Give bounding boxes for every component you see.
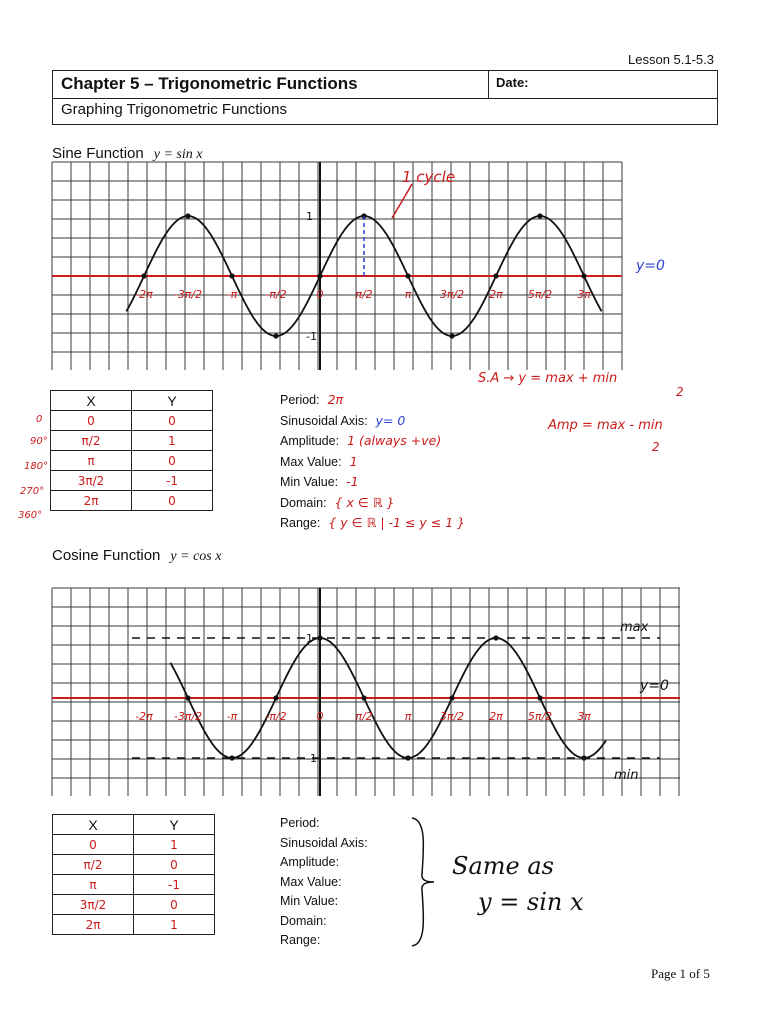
- property-value: 1: [349, 453, 358, 469]
- key-point: [581, 755, 586, 760]
- property-row: [280, 834, 368, 854]
- property-label: Amplitude:: [280, 434, 340, 448]
- cosine-value-table: [52, 814, 215, 935]
- cycle-arrow-icon: [392, 184, 412, 218]
- table-row: [51, 491, 213, 511]
- degree-note: 360°: [18, 510, 43, 521]
- property-value: y= 0: [375, 412, 406, 428]
- y-cell: 0: [132, 411, 213, 431]
- key-point: [273, 695, 278, 700]
- table-row: [53, 915, 215, 935]
- x-cell: 2π: [51, 491, 132, 511]
- key-point: [229, 755, 234, 760]
- x-tick-label: -3π/2: [173, 288, 203, 301]
- property-label: Period:: [280, 393, 320, 407]
- sine-graph: [52, 162, 662, 372]
- degree-note: 180°: [24, 461, 49, 472]
- property-row: [280, 452, 465, 473]
- subtitle: Graphing Trigonometric Functions: [61, 101, 287, 118]
- x-cell: 0: [51, 411, 132, 431]
- x-tick-label: 3π/2: [439, 710, 465, 723]
- y-tick-label: 1: [306, 210, 313, 223]
- property-value: 2π: [327, 392, 344, 407]
- x-tick-label: -π: [226, 288, 238, 301]
- property-value: { x ∈ ℝ }: [334, 494, 395, 510]
- cosine-title-text: Cosine Function: [52, 547, 161, 564]
- key-point: [185, 695, 190, 700]
- table-row: [51, 471, 213, 491]
- key-point: [185, 213, 190, 218]
- property-label: Range:: [280, 933, 321, 947]
- x-tick-label: -2π: [135, 710, 153, 723]
- y-cell: 0: [134, 855, 215, 875]
- x-tick-label: π/2: [355, 710, 373, 723]
- y-cell: -1: [134, 875, 215, 895]
- y-tick-label: 1: [306, 632, 313, 645]
- degree-note: 90°: [30, 436, 48, 447]
- y-cell: 0: [132, 491, 213, 511]
- property-row: [280, 931, 368, 951]
- x-cell: π: [53, 875, 134, 895]
- key-point: [493, 635, 498, 640]
- key-point: [449, 695, 454, 700]
- key-point: [449, 333, 454, 338]
- x-cell: 3π/2: [53, 895, 134, 915]
- sinusoidal-axis-formula: S.A → y = max + min: [478, 371, 618, 386]
- property-row: [280, 912, 368, 932]
- property-row: [280, 472, 465, 493]
- date-divider: [488, 71, 489, 98]
- y-tick-label: -1: [306, 752, 317, 765]
- property-label: Sinusoidal Axis:: [280, 835, 368, 850]
- key-point: [141, 273, 146, 278]
- property-row: [280, 493, 465, 514]
- header-row: [53, 71, 717, 99]
- property-row: [280, 814, 368, 834]
- property-label: Amplitude:: [280, 855, 340, 869]
- key-point: [361, 695, 366, 700]
- lesson-label: Lesson 5.1-5.3: [628, 52, 715, 67]
- x-cell: π: [51, 451, 132, 471]
- property-value: { y ∈ ℝ | -1 ≤ y ≤ 1 }: [328, 515, 466, 530]
- x-tick-label: 0: [316, 288, 324, 301]
- same-as-note: Same as: [452, 852, 554, 880]
- x-tick-label: 3π: [577, 710, 591, 723]
- table-row: [51, 411, 213, 431]
- cosine-equation: y = cos x: [170, 549, 222, 564]
- key-point: [493, 273, 498, 278]
- table-header-y: Y: [134, 815, 215, 835]
- table-header-y: Y: [132, 391, 213, 411]
- page-number: Page 1 of 5: [651, 966, 710, 981]
- same-as-equation: y = sin x: [478, 888, 584, 916]
- property-row: [280, 513, 465, 534]
- y-cell: 1: [132, 431, 213, 451]
- table-header-x: X: [53, 815, 134, 835]
- key-point: [537, 695, 542, 700]
- property-row: [280, 431, 465, 452]
- x-tick-label: -π: [226, 710, 238, 723]
- cosine-graph: [52, 588, 682, 800]
- cosine-properties: [280, 814, 368, 951]
- sine-section-title: [52, 145, 202, 163]
- x-cell: 2π: [53, 915, 134, 935]
- table-row: [51, 431, 213, 451]
- key-point: [581, 273, 586, 278]
- x-tick-label: -π/2: [265, 710, 287, 723]
- table-row: [53, 835, 215, 855]
- table-row: [53, 855, 215, 875]
- y-cell: -1: [132, 471, 213, 491]
- x-tick-label: 0: [316, 710, 324, 723]
- chapter-title: Chapter 5 – Trigonometric Functions: [61, 74, 358, 93]
- property-row: [280, 390, 465, 411]
- property-label: Period:: [280, 816, 320, 830]
- property-label: Sinusoidal Axis:: [280, 413, 368, 428]
- y-cell: 0: [132, 451, 213, 471]
- y-cell: 1: [134, 835, 215, 855]
- amplitude-denominator: 2: [652, 440, 660, 454]
- key-point: [273, 333, 278, 338]
- degree-note: 0: [36, 414, 43, 425]
- sinusoidal-axis-denominator: 2: [676, 385, 684, 399]
- table-row: [53, 895, 215, 915]
- x-tick-label: 5π/2: [527, 710, 553, 723]
- property-row: [280, 892, 368, 912]
- x-tick-label: 3π: [577, 288, 591, 301]
- x-tick-label: π: [404, 710, 412, 723]
- x-tick-label: π/2: [355, 288, 373, 301]
- header-box: [52, 70, 718, 125]
- property-value: 1 (always +ve): [347, 433, 442, 448]
- sine-equation: y = sin x: [153, 147, 203, 162]
- key-point: [405, 273, 410, 278]
- max-label: max: [620, 620, 649, 635]
- property-row: [280, 411, 465, 432]
- table-row: [53, 875, 215, 895]
- property-label: Max Value:: [280, 874, 342, 889]
- date-label: Date:: [496, 75, 529, 90]
- table-row: [51, 451, 213, 471]
- x-tick-label: -2π: [135, 288, 153, 301]
- property-label: Domain:: [280, 495, 327, 510]
- key-point: [317, 635, 322, 640]
- property-label: Min Value:: [280, 475, 339, 489]
- property-label: Range:: [280, 516, 321, 530]
- property-row: [280, 873, 368, 893]
- degree-note: 270°: [20, 486, 45, 497]
- brace-icon: [404, 816, 440, 948]
- sine-value-table: [50, 390, 213, 511]
- cycle-note: 1 cycle: [402, 168, 456, 186]
- key-point: [317, 273, 322, 278]
- x-cell: 0: [53, 835, 134, 855]
- amplitude-formula: Amp = max - min: [548, 418, 663, 433]
- x-tick-label: π: [404, 288, 412, 301]
- x-tick-label: -3π/2: [173, 710, 203, 723]
- table-header-x: X: [51, 391, 132, 411]
- property-value: -1: [346, 474, 359, 489]
- y-cell: 1: [134, 915, 215, 935]
- min-label: min: [614, 768, 639, 783]
- sine-properties: [280, 390, 465, 534]
- y-cell: 0: [134, 895, 215, 915]
- y-tick-label: -1: [306, 330, 317, 343]
- sine-title-text: Sine Function: [52, 145, 144, 162]
- x-tick-label: 2π: [489, 288, 503, 301]
- key-point: [229, 273, 234, 278]
- x-cell: π/2: [53, 855, 134, 875]
- key-point: [537, 213, 542, 218]
- property-label: Max Value:: [280, 454, 342, 469]
- cosine-section-title: [52, 547, 221, 565]
- cosine-axis-label: y=0: [640, 678, 669, 694]
- x-cell: π/2: [51, 431, 132, 451]
- x-tick-label: 2π: [489, 710, 503, 723]
- sine-axis-label: y=0: [636, 258, 665, 274]
- x-tick-label: 5π/2: [527, 288, 553, 301]
- key-point: [405, 755, 410, 760]
- property-label: Domain:: [280, 913, 327, 928]
- property-row: [280, 853, 368, 873]
- x-cell: 3π/2: [51, 471, 132, 491]
- property-label: Min Value:: [280, 894, 339, 908]
- x-tick-label: 3π/2: [439, 288, 465, 301]
- x-tick-label: -π/2: [265, 288, 287, 301]
